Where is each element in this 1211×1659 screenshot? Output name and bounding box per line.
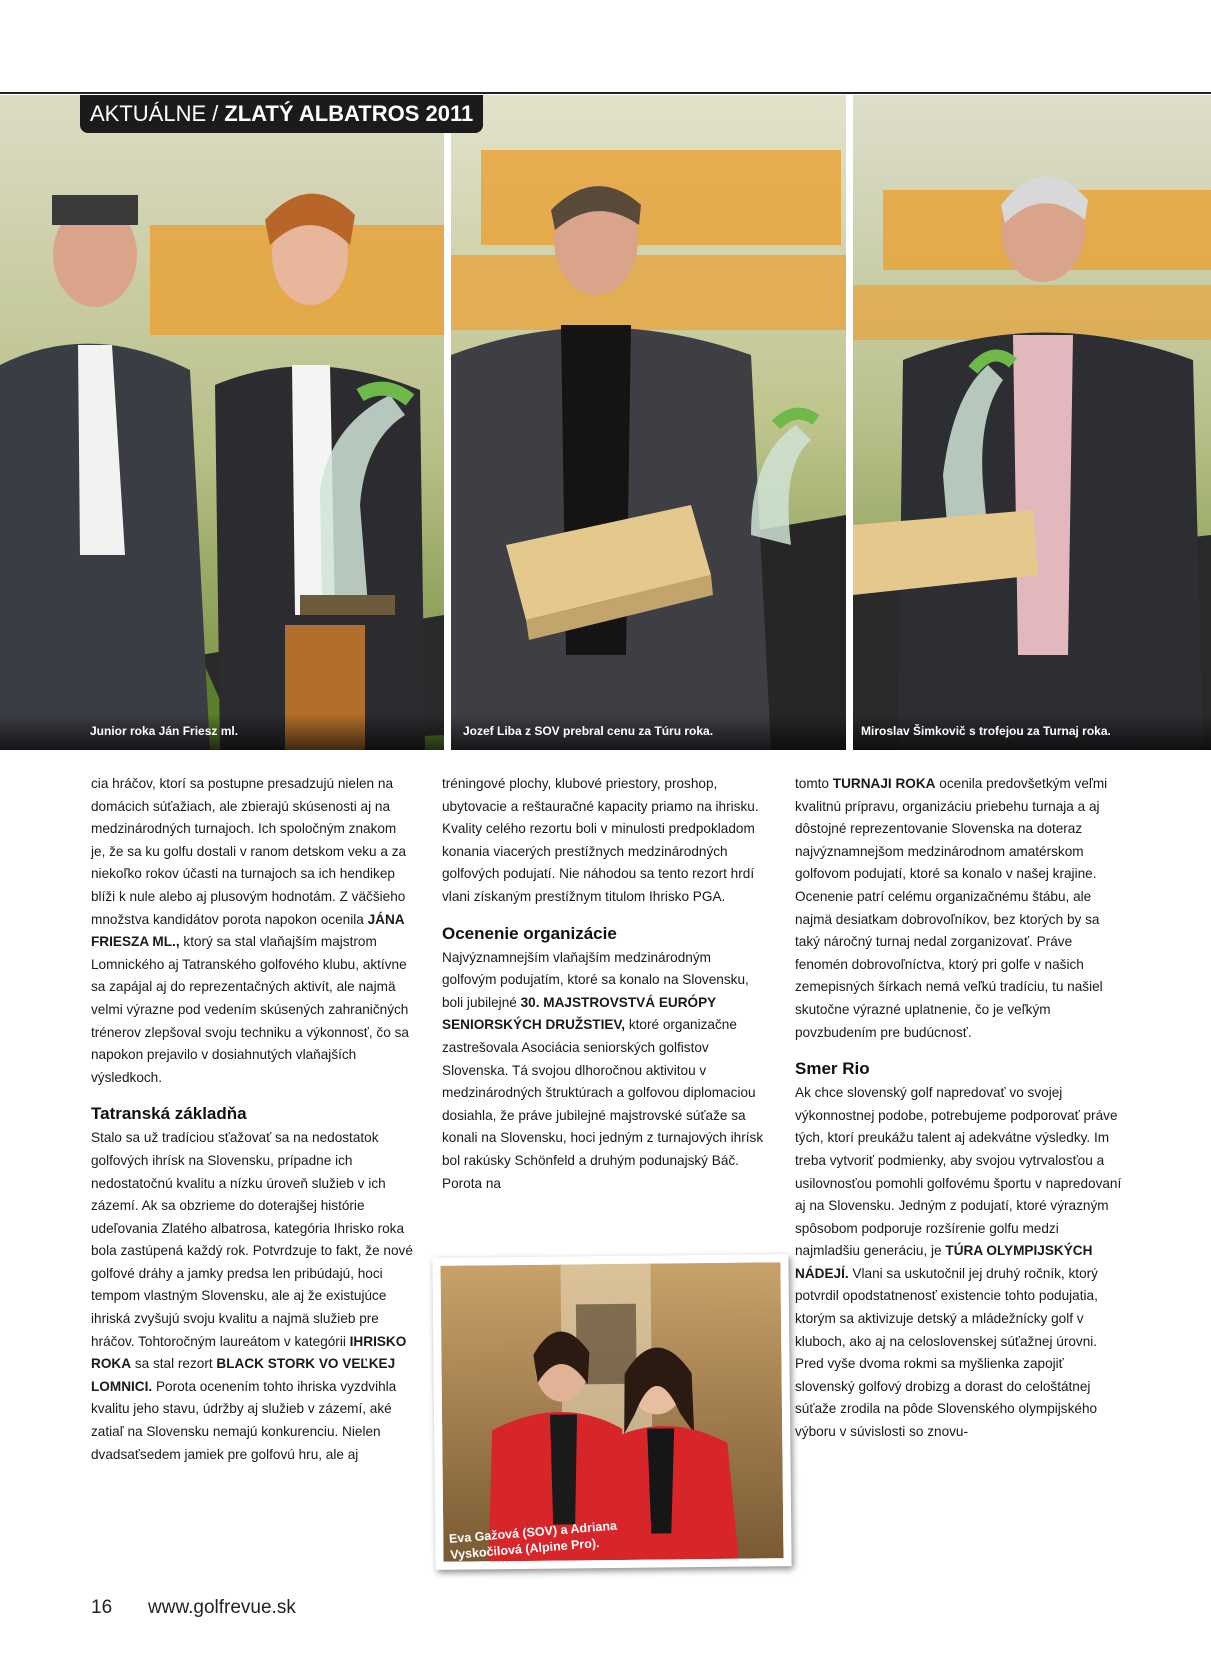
- text-run: Porota ocenením tohto ihriska vyzdvihla kvalitu jeho stavu, údržby aj služieb v zázemí, aké zatiaľ na Slovensku nemajú konkurenciu. Nielen dvadsaťsedem jamiek pre golfovú hru, ale aj: [91, 1378, 397, 1462]
- section-separator: /: [212, 101, 219, 126]
- paragraph: [91, 1127, 414, 1466]
- subheading: Tatranská základňa: [91, 1104, 247, 1124]
- page-number: 16: [91, 1597, 113, 1618]
- article-column-1: [91, 773, 414, 1466]
- photo-illustration: [853, 95, 1211, 750]
- highlight-name: 30. MAJSTROVSTVÁ EURÓPY SENIORSKÝCH DRUŽSTIEV,: [442, 994, 717, 1033]
- photo-caption: Jozef Liba z SOV prebral cenu za Túru roka.: [451, 714, 846, 750]
- highlight-category: TURNAJI ROKA: [832, 776, 936, 791]
- subheading: Ocenenie organizácie: [442, 923, 617, 943]
- photo-illustration: [440, 1262, 783, 1562]
- text-run: ktorý sa stal vlaňajším majstrom Lomnického aj Tatranského golfového klubu, aktívne sa zapájal aj do reprezentačných aktivít, ale najmä velmi výrazne pod vedením skúsených zahraničných trénerov zlepšoval svoju techniku a výkonnosť, čo sa napokon prejavilo v dosiahnutých vlaňajších výsledkoch.: [91, 934, 409, 1085]
- photo-illustration: [0, 95, 444, 750]
- photo-illustration: [451, 95, 846, 750]
- paragraph: tréningové plochy, klubové priestory, proshop, ubytovacie a reštauračné kapacity priamo na ihrisku. Kvality celého rezortu boli v minulosti predpokladom konania viacerých prestížnych medzinárodných golfových podujatí. Nie náhodou sa tento rezort hrdí vlani získaným prestížnym titulom Ihrisko PGA.: [442, 776, 759, 904]
- article-column-2: [442, 773, 769, 1195]
- subheading: Smer Rio: [795, 1059, 870, 1079]
- photo-caption: Junior roka Ján Friesz ml.: [0, 714, 444, 750]
- highlight-category: IHRISKO ROKA: [91, 1333, 407, 1372]
- paragraph: [795, 1082, 1125, 1444]
- inset-photo: [432, 1254, 791, 1570]
- highlight-name: BLACK STORK VO VEĽKEJ LOMNICI.: [91, 1356, 396, 1394]
- text-run: Vlani sa uskutočnil jej druhý ročník, ktorý potvrdil opodstatnenosť existencie tohto podujatia, ktorým sa aktivizuje detský a mládežnícky golf v kluboch, ako aj na celoslovenskej súťažnej úrovni. Pred vyše dvoma rokmi sa myšlienka zapojiť slovenský golfový drobizg a dorast do celoštátnej súťaže zrodila na pôde Slovenského olympijského výboru v súvislosti so znovu-: [795, 1265, 1098, 1440]
- text-run: sa stal rezort: [134, 1356, 213, 1372]
- photo-junior-of-year: [0, 95, 444, 750]
- text-run: ocenila predovšetkým veľmi kvalitnú prípravu, organizáciu priebehu turnaja a aj dôstojné reprezentovanie Slovenska na doteraz najvýznamnejšom medzinárodnom amatérskom golfovom podujatí, ktoré sa konalo v našej krajine. Ocenenie patrí celému organizačnému štábu, ale najmä desiatkam dobrovoľníkov, bez ktorých by sa taký náročný turnaj nedal zorganizovať. Práve fenomén dobrovoľníctva, ktorý pri golfe v našich zemepisných šírkach nemá veľkú tradíciu, tu našiel skutočne výrazné uplatnenie, čo je veľkým povzbudením pre budúcnosť.: [795, 776, 1108, 1040]
- photo-caption: Miroslav Šimkovič s trofejou za Turnaj roka.: [853, 714, 1211, 750]
- paragraph: [795, 773, 1125, 1044]
- text-run: ktoré organizačne zastrešovala Asociácia seniorských golfistov Slovenska. Tá svojou dlhoročnou aktivitou v medzinárodných štruktúrach a golfovou diplomaciou dosiahla, že práve jubilejné majstrovské súťaže sa konali na Slovensku, hoci jedným z turnajových ihrísk bol rakúsky Schönfeld a druhým podunajský Báč. Porota na: [442, 1017, 764, 1191]
- paragraph: [442, 947, 769, 1196]
- text-run: Stalo sa už tradíciou sťažovať sa na nedostatok golfových ihrísk na Slovensku, prípadne ich nedostatočnú kvalitu a nízku úroveň služieb v ich zázemí. Ak sa obzrieme do doterajšej histórie udeľovania Zlatého albatrosa, kategória Ihrisko roka bola zastúpená každý rok. Potvrdzuje to fakt, že nové golfové dráhy a jamky predsa len pribúdajú, hoci tempom vlastným Slovensku, ale aj že existujúce ihriská zvyšujú svoju kvalitu a najmä služieb pre hráčov. Tohtoročným laureátom v kategórii: [91, 1130, 413, 1349]
- section-tag: [80, 95, 483, 133]
- photo-tour-of-year: [451, 95, 846, 750]
- highlight-name: JÁNA FRIESZA ML.,: [91, 911, 405, 950]
- inset-caption: Eva Gažová (SOV) a Adriana Vyskočilová (Alpine Pro).: [448, 1518, 618, 1562]
- text-run: tomto: [795, 776, 829, 791]
- article-column-3: [795, 773, 1125, 1444]
- text-run: cia hráčov, ktorí sa postupne presadzujú nielen na domácich súťažiach, ale zbierajú skúsenosti aj na medzinárodných turnajoch. Ich spoločným znakom je, že sa ku golfu dostali v ranom detskom veku a za niekoľko rokov účasti na turnajoch sa ich hendikep blíži k nule alebo aj plusovým hodnotám. Z väčšieho množstva kandidátov porota napokon ocenila: [91, 776, 407, 927]
- highlight-name: TÚRA OLYMPIJSKÝCH NÁDEJÍ.: [795, 1243, 1093, 1281]
- text-run: Ak chce slovenský golf napredovať vo svojej výkonnostnej podobe, potrebujeme podporovať práve tých, ktorí preukážu talent aj adekvátne výsledky. Im treba vytvoriť podmienky, aby svojou vytrvalosťou a usilovnosťou pomohli golfovému športu v napredovaní aj na Slovensku. Jedným z podujatí, ktoré výrazným spôsobom podporuje rozšírenie golfu medzi najmladšiu generáciu, je: [795, 1085, 1122, 1259]
- section-name: AKTUÁLNE: [90, 101, 207, 126]
- section-title: ZLATÝ ALBATROS 2011: [224, 101, 474, 126]
- photo-tournament-of-year: [853, 95, 1211, 750]
- paragraph: [91, 773, 414, 1089]
- text-run: Najvýznamnejším vlaňajším medzinárodným golfovým podujatím, ktoré sa konalo na Slovensku, boli jubilejné: [442, 949, 749, 1010]
- top-rule: [0, 92, 1211, 94]
- website-url: www.golfrevue.sk: [148, 1597, 296, 1618]
